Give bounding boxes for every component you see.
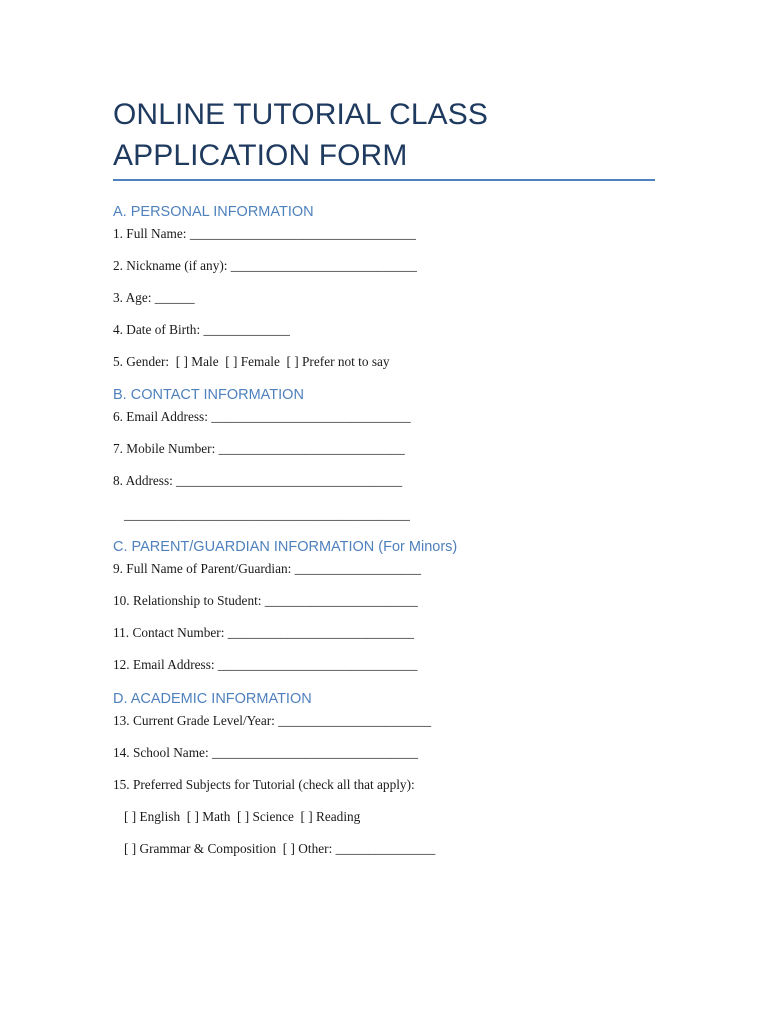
guardian-email-field[interactable]: 12. Email Address: ______________________________ <box>113 657 418 672</box>
nickname-field[interactable]: 2. Nickname (if any): ____________________________ <box>113 258 417 273</box>
section-heading-contact: B. CONTACT INFORMATION <box>113 387 304 403</box>
section-heading-academic: D. ACADEMIC INFORMATION <box>113 691 312 707</box>
preferred-subjects-label: 15. Preferred Subjects for Tutorial (check all that apply): <box>113 777 415 792</box>
mobile-number-field[interactable]: 7. Mobile Number: ____________________________ <box>113 441 405 456</box>
full-name-field[interactable]: 1. Full Name: __________________________________ <box>113 226 416 241</box>
title-divider <box>113 179 655 181</box>
school-name-field[interactable]: 14. School Name: _______________________________ <box>113 745 419 760</box>
section-heading-parent-guardian: C. PARENT/GUARDIAN INFORMATION (For Minors) <box>113 539 458 555</box>
address-field-line-2[interactable]: ___________________________________________ <box>124 507 410 522</box>
gender-options[interactable]: 5. Gender: [ ] Male [ ] Female [ ] Prefer not to say <box>113 354 390 369</box>
guardian-name-field[interactable]: 9. Full Name of Parent/Guardian: ___________________ <box>113 561 422 576</box>
grade-level-field[interactable]: 13. Current Grade Level/Year: _______________________ <box>113 713 432 728</box>
subject-options-row-2[interactable]: [ ] Grammar & Composition [ ] Other: _______________ <box>124 841 436 856</box>
email-address-field[interactable]: 6. Email Address: ______________________________ <box>113 409 411 424</box>
age-field[interactable]: 3. Age: ______ <box>113 290 195 305</box>
address-field[interactable]: 8. Address: __________________________________ <box>113 473 403 488</box>
guardian-contact-number-field[interactable]: 11. Contact Number: ____________________________ <box>113 625 414 640</box>
subject-options-row-1[interactable]: [ ] English [ ] Math [ ] Science [ ] Reading <box>124 809 361 824</box>
section-heading-personal: A. PERSONAL INFORMATION <box>113 204 314 220</box>
date-of-birth-field[interactable]: 4. Date of Birth: _____________ <box>113 322 290 337</box>
relationship-field[interactable]: 10. Relationship to Student: _______________________ <box>113 593 418 608</box>
page-title: ONLINE TUTORIAL CLASS APPLICATION FORM <box>113 98 488 172</box>
